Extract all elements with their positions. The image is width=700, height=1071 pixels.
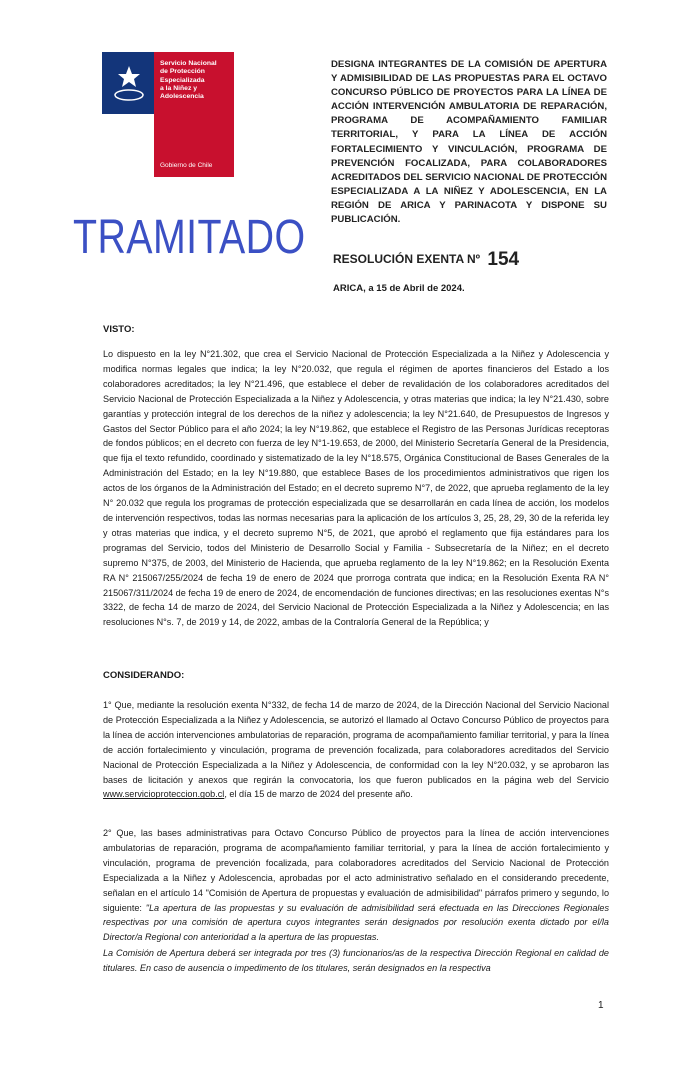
institution-logo — [102, 52, 234, 177]
considerando-paragraph-3: La Comisión de Apertura deberá ser integrada por tres (3) funcionarios/as de la respectiva Dirección Regional en calidad de titulares. En caso de ausencia o impedimento de los titulares, serán designados en la respectiva — [103, 948, 609, 973]
considerando-1-end: , el día 15 de marzo de 2024 del presente año. — [224, 789, 413, 800]
logo-blue-block — [102, 52, 154, 114]
considerando-1-text: 1° Que, mediante la resolución exenta N°332, de fecha 14 de marzo de 2024, de la Dirección Nacional del Servicio Nacional de Protección Especializada a la Niñez y Adolescencia, se autorizó el llamado al Octavo Concurso Público de proyectos para la línea de acción intervenciones ambulatorias de reparación, programa de acompañamiento familiar territorial, y para la línea de acción fortalecimiento y vinculación, programa de prevención focalizada, para colaboradores acreditados del Servicio Nacional de Protección Especializada a la Niñez y Adolescencia, de conformidad con la ley N°20.032, y se aprobaron las bases de licitación y anexos que regirán la convocatoria, los que fueron publicados en la página web del Servicio — [103, 700, 609, 785]
resolution-number — [333, 247, 519, 269]
considerando-paragraph-2 — [103, 826, 609, 945]
visto-paragraph: Lo dispuesto en la ley N°21.302, que crea el Servicio Nacional de Protección Especializada a la Niñez y Adolescencia y modifica normas legales que indica; la ley N°20.032, que regula el régimen de aportes financieros del Estado a los colaboradores acreditados; la ley N°21.496, que establece el deber de revalidación de los colaboradores acreditados del Servicio Nacional de Protección Especializada a la Niñez y Adolescencia, y otras materias que indica; la ley N°21.430, sobre garantías y protección integral de los derechos de la niñez y adolescencia; la ley N°21.640, de Presupuestos de Ingresos y Gastos del Sector Público para el año 2024; la ley N°19.862, que establece el Registro de las Personas Jurídicas receptoras de fondos públicos; en el decreto con fuerza de ley N°1-19.653, de 2000, del Ministerio Secretaría General de la Presidencia, que fija el texto refundido, coordinado y sistematizado de la ley N°18.575, Orgánica Constitucional de Bases Generales de la Administración del Estado; en la ley N°19.880, que establece Bases de los procedimientos administrativos que rigen los actos de los órganos de la Administración del Estado; en el decreto supremo N°7, de 2022, que aprueba reglamento de la ley N° 20.032 que regula los programas de protección especializada que se desarrollarán en cada línea de acción, los modelos de intervención respectivos, todas las normas necesarias para la aplicación de los artículos 3, 25, 28, 29, 30 de la referida ley y otras materias que indica, y el decreto supremo N°5, de 2021, que aprobó el reglamento que fija estándares para los programas del Servicio, todos del Ministerio de Desarrollo Social y Familia - Subsecretaría de la Niñez; en el decreto supremo N°375, de 2003, del Ministerio de Hacienda, que aprueba reglamento de la ley N°19.862; en la Resolución Exenta RA N° 215067/255/2024 de fecha 19 de enero de 2024 que prorroga contrata que indica; en la Resolución Exenta RA N° 215067/311/2024 de fecha 19 de enero de 2024, de encomendación de funciones directivas; en las resoluciones exentas N°s 3322, de fecha 14 de marzo de 2024, del Servicio Nacional de Protección Especializada a la Niñez y Adolescencia; en las resoluciones N°s. 7, de 2019 y 14, de 2022, ambas de la Contraloría General de la República; y — [103, 349, 609, 628]
logo-footer: Gobierno de Chile — [160, 162, 213, 169]
document-title: DESIGNA INTEGRANTES DE LA COMISIÓN DE APERTURA Y ADMISIBILIDAD DE LAS PROPUESTAS PARA EL OCTAVO CONCURSO PÚBLICO DE PROYECTOS PARA LA LÍNEA DE ACCIÓN INTERVENCIÓN AMBULATORIA DE REPARACIÓN, PROGRAMA DE ACOMPAÑAMIENTO FAMILIAR TERRITORIAL, Y PARA LA LÍNEA DE ACCIÓN FORTALECIMIENTO Y VINCULACIÓN, PROGRAMA DE PREVENCIÓN FOCALIZADA, PARA COLABORADORES ACREDITADOS DEL SERVICIO NACIONAL DE PROTECCIÓN ESPECIALIZADA A LA NIÑEZ Y ADOLESCENCIA, EN LA REGIÓN DE ARICA Y PARINACOTA Y DISPONE SU PUBLICACIÓN. — [331, 59, 607, 226]
considerando-paragraph-1 — [103, 698, 609, 802]
visto-heading: VISTO: — [103, 324, 135, 335]
tramitado-stamp: TRAMITADO — [73, 211, 306, 264]
coat-of-arms-icon — [110, 62, 148, 104]
logo-white-block — [102, 114, 154, 177]
document-date: ARICA, a 15 de Abril de 2024. — [333, 283, 465, 294]
considerando-heading: CONSIDERANDO: — [103, 670, 185, 681]
logo-text: Servicio Nacional de Protección Especializada a la Niñez y Adolescencia — [160, 60, 217, 101]
page-number: 1 — [598, 1000, 604, 1011]
considerando-2-text: 2° Que, las bases administrativas para Octavo Concurso Público de proyectos para la línea de acción intervenciones ambulatorias de reparación, programa de acompañamiento familiar territorial, y para la línea de acción fortalecimiento y vinculación, programa de prevención focalizada, para colaboradores acreditados del Servicio Nacional de Protección Especializada a la Niñez y Adolescencia, aprobadas por el acto administrativo señalado en el considerando precedente, señalan en el artículo 14 "Comisión de Apertura de propuestas y evaluación de admisibilidad" párrafos primero y segundo, lo siguiente: — [103, 828, 609, 913]
resolution-value: 154 — [487, 249, 520, 270]
servicio-website-link[interactable]: www.servicioproteccion.gob.cl — [103, 789, 225, 800]
considerando-2-quote: "La apertura de las propuestas y su evaluación de admisibilidad será efectuada en las Direcciones Regionales respectivas por una comisión de apertura cuyos integrantes serán designados por resolución exenta dictado por el/la Director/a Regional con anterioridad a la apertura de las propuestas. — [103, 902, 609, 943]
resolution-label: RESOLUCIÓN EXENTA Nº — [333, 252, 481, 266]
